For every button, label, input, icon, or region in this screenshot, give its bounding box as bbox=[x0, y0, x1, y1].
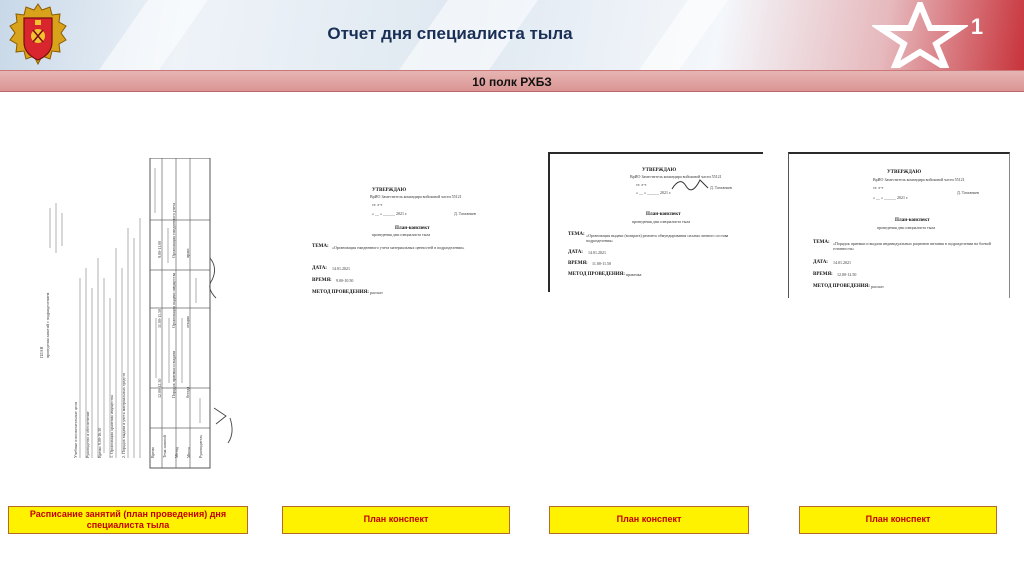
approve-date: « __ » ______ 2021 г. bbox=[372, 211, 408, 216]
method-label: МЕТОД ПРОВЕДЕНИЯ: bbox=[813, 284, 870, 289]
rank: ст. л-т bbox=[873, 185, 884, 190]
approver: ВрИО Заместитель командира войсковой части 55121 bbox=[630, 174, 722, 179]
schedule-line: Время: 9.00-16.30 bbox=[97, 427, 102, 458]
approve-date: « __ » ______ 2021 г. bbox=[636, 190, 672, 195]
schedule-line: 2. Порядок выдачи и учета материальных средств bbox=[121, 373, 126, 458]
time-label: ВРЕМЯ: bbox=[568, 261, 588, 266]
plan-document-2 bbox=[548, 152, 763, 292]
star-logo-icon bbox=[872, 2, 968, 68]
topic-label: ТЕМА: bbox=[813, 240, 830, 245]
schedule-line: Учебные и воспитательные цели bbox=[73, 402, 78, 458]
date-label: ДАТА: bbox=[312, 266, 327, 271]
plan-document-1 bbox=[300, 180, 510, 330]
schedule-line: 1. Организация хранения имущества bbox=[109, 395, 114, 458]
plan-document-3 bbox=[788, 152, 1010, 298]
signer: Д. Тахтаньев bbox=[957, 190, 979, 195]
slide-number: 1 bbox=[970, 14, 984, 39]
rank: ст. л-т bbox=[636, 182, 647, 187]
schedule-table-cell: лекция bbox=[185, 316, 190, 328]
plan-heading: План-конспект bbox=[646, 212, 681, 217]
method-value: практика bbox=[626, 272, 642, 277]
plan-subheading: проведения дня специалиста тыла bbox=[877, 225, 936, 230]
schedule-table-cell: 9.00-11.00 bbox=[157, 240, 162, 258]
plan-caption-1[interactable]: План конспект bbox=[282, 506, 510, 534]
date-value: 14.01.2021 bbox=[833, 260, 851, 265]
plan-caption-2[interactable]: План конспект bbox=[549, 506, 749, 534]
approver: ВрИО Заместитель командира войсковой части 55121 bbox=[370, 194, 462, 199]
approve-label: УТВЕРЖДАЮ bbox=[372, 188, 407, 193]
schedule-subheading: проведения занятий с подразделением bbox=[45, 292, 50, 358]
approve-label: УТВЕРЖДАЮ bbox=[642, 168, 677, 173]
plan-heading: План-конспект bbox=[395, 226, 430, 231]
page-title: Отчет дня специалиста тыла bbox=[327, 24, 573, 43]
schedule-heading: ПЛАН bbox=[39, 346, 44, 358]
schedule-table-cell: Порядок приемки и выдачи bbox=[171, 351, 176, 398]
schedule-table-header: Руководитель bbox=[198, 434, 203, 458]
schedule-table-cell: практ. bbox=[185, 247, 190, 258]
schedule-document bbox=[30, 158, 240, 478]
method-label: МЕТОД ПРОВЕДЕНИЯ: bbox=[312, 290, 369, 295]
method-value: рассказ bbox=[871, 284, 884, 289]
signer: Д. Тахтаньев bbox=[454, 211, 476, 216]
time-value: 12.00-12.50 bbox=[837, 272, 857, 277]
schedule-table-header: Время bbox=[150, 447, 155, 458]
military-emblem-icon bbox=[6, 2, 70, 68]
topic: «Организация выдачи (возврата) ремонта обмундирования силами личного состава подразделения» bbox=[586, 233, 729, 244]
date-value: 14.01.2021 bbox=[332, 266, 350, 271]
date-label: ДАТА: bbox=[813, 260, 828, 265]
method-label: МЕТОД ПРОВЕДЕНИЯ: bbox=[568, 272, 625, 277]
schedule-table-cell: Организация выдачи имущества bbox=[171, 272, 176, 328]
topic-label: ТЕМА: bbox=[568, 232, 585, 237]
plan-subheading: проведения дня специалиста тыла bbox=[632, 219, 691, 224]
schedule-table-header: Место bbox=[186, 447, 191, 458]
approver: ВрИО Заместитель командира войсковой части 55121 bbox=[873, 177, 965, 182]
schedule-table-cell: 11.00-11.50 bbox=[157, 308, 162, 328]
schedule-table-cell: 12.00-12.50 bbox=[157, 378, 162, 398]
plan-subheading: проведения дня специалиста тыла bbox=[372, 232, 431, 237]
rank: ст. л-т bbox=[372, 202, 383, 207]
schedule-table-cell: беседа bbox=[185, 386, 190, 398]
time-label: ВРЕМЯ: bbox=[312, 278, 332, 283]
method-value: рассказ bbox=[370, 290, 383, 295]
header-banner bbox=[0, 0, 1024, 70]
plan-heading: План-конспект bbox=[895, 218, 930, 223]
plan-caption-3[interactable]: План конспект bbox=[799, 506, 997, 534]
approve-date: « __ » ______ 2021 г. bbox=[873, 195, 909, 200]
time-value: 9.00-10.50 bbox=[336, 278, 354, 283]
topic: «Организация ежедневного учета материальных ценностей в подразделении» bbox=[332, 245, 465, 250]
schedule-table bbox=[30, 158, 240, 478]
approve-label: УТВЕРЖДАЮ bbox=[887, 170, 922, 175]
signer: Д. Тахтаньев bbox=[710, 185, 732, 190]
unit-subtitle: 10 полк РХБЗ bbox=[472, 75, 552, 89]
time-value: 11.00-11.50 bbox=[592, 261, 612, 266]
schedule-table-header: Метод bbox=[174, 447, 179, 458]
signature-icon bbox=[670, 174, 710, 194]
topic: «Порядок приемки и выдачи индивидуальных рационов питания в подразделении на боевой готовности» bbox=[833, 241, 991, 252]
topic-label: ТЕМА: bbox=[312, 244, 329, 249]
date-value: 14.01.2021 bbox=[588, 250, 606, 255]
schedule-table-cell: Организация ежедневного учета bbox=[171, 202, 176, 258]
time-label: ВРЕМЯ: bbox=[813, 272, 833, 277]
schedule-table-header: Тема занятий bbox=[162, 435, 167, 458]
subheader-bar bbox=[0, 70, 1024, 92]
schedule-line: Руководство и обеспечение bbox=[85, 411, 90, 458]
schedule-caption[interactable]: Расписание занятий (план проведения) дня специалиста тыла bbox=[8, 506, 248, 534]
date-label: ДАТА: bbox=[568, 250, 583, 255]
